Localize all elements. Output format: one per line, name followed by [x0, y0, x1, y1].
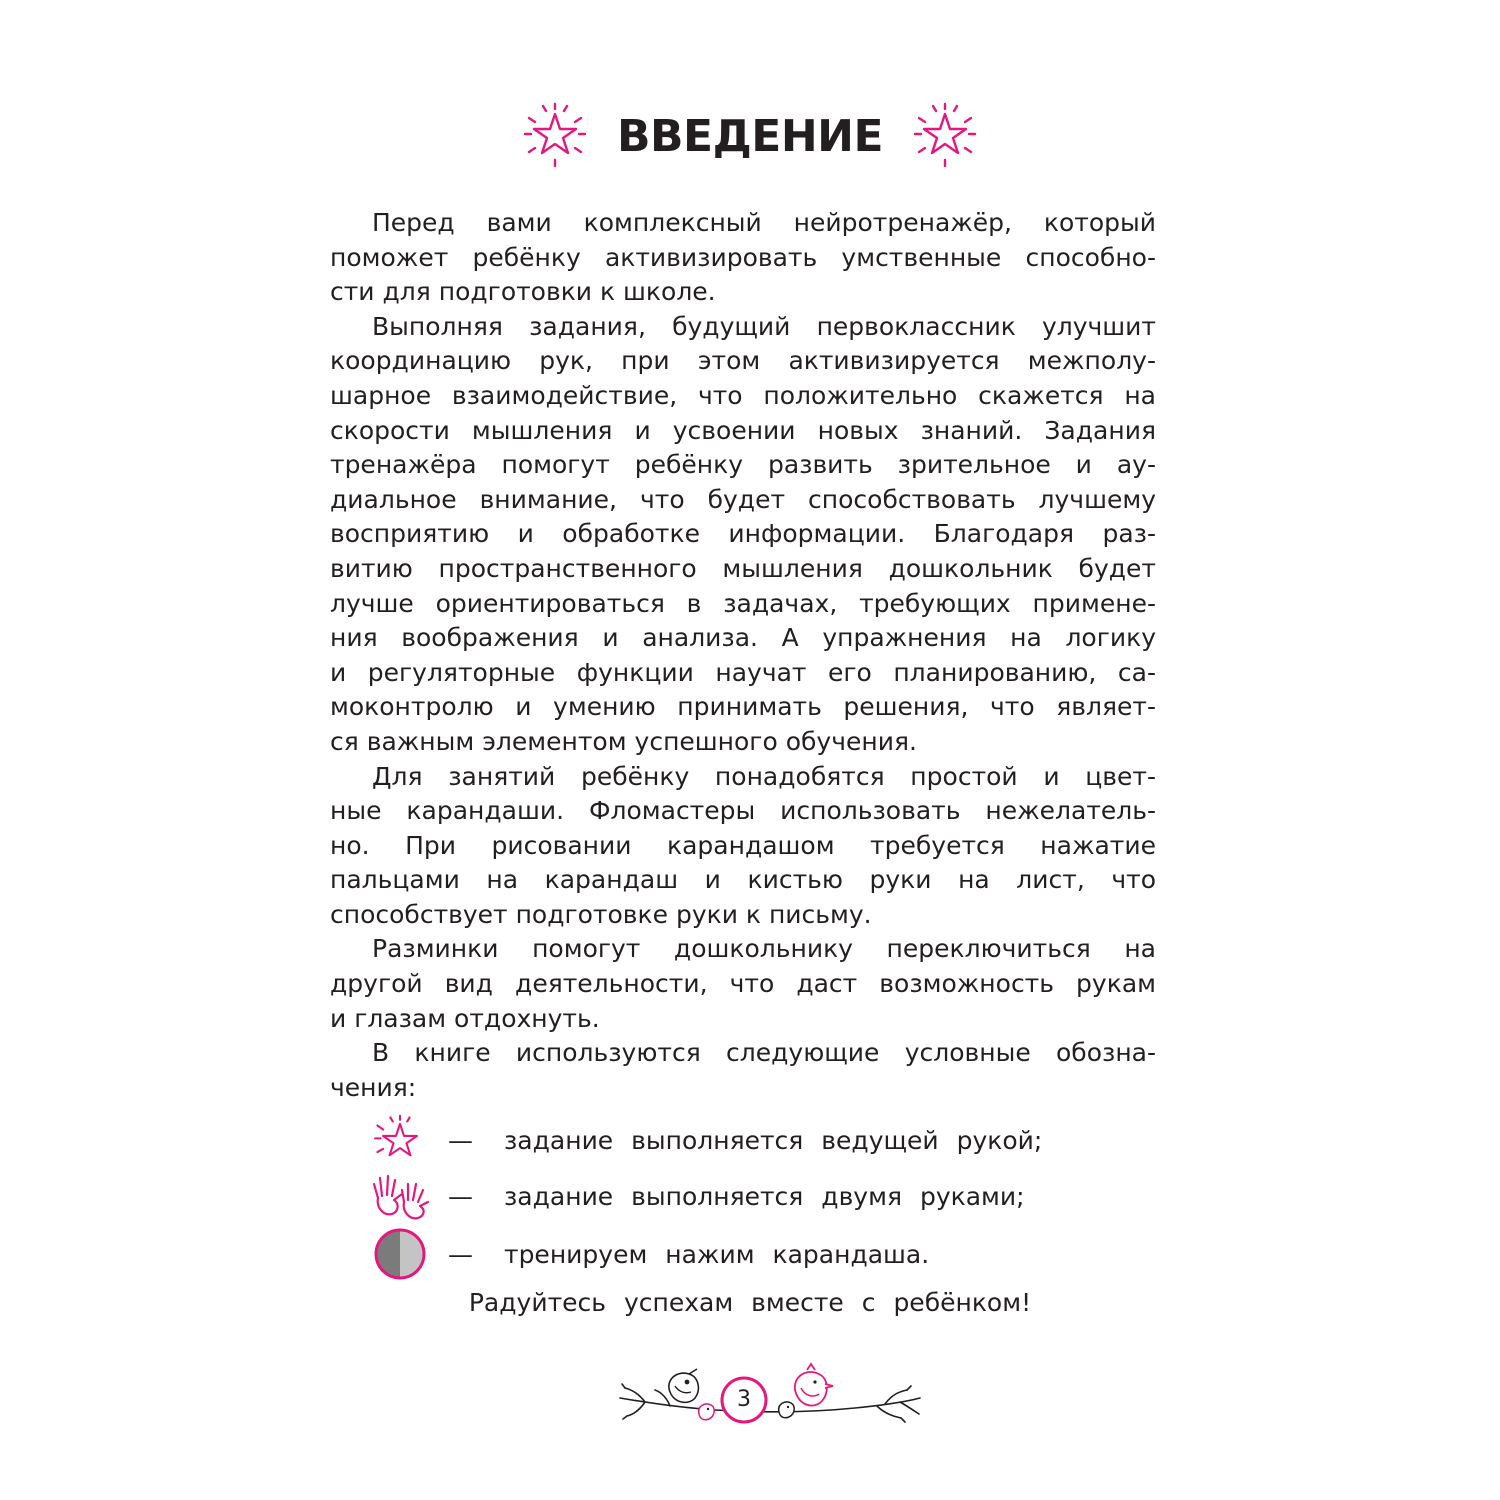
text-line: но. При рисовании карандашом требуется нажатие	[330, 830, 1156, 860]
title-row	[0, 96, 1500, 176]
text-line: сти для подготовки к школе.	[330, 277, 716, 307]
text-line: и глазам отдохнуть.	[330, 1003, 600, 1033]
star-icon	[519, 100, 591, 172]
legend-text: задание выполняется ведущей рукой;	[504, 1125, 1043, 1155]
text-line: поможет ребёнку активизировать умственные способно-	[330, 242, 1156, 272]
text-line: Для занятий ребёнку понадобятся простой и цвет-	[372, 761, 1156, 791]
text-line: скорости мышления и усвоении новых знаний. Задания	[330, 415, 1156, 445]
text-line: витию пространственного мышления дошкольник будет	[330, 553, 1156, 583]
text-line: В книге используются следующие условные обозна-	[372, 1038, 1156, 1068]
intro-text	[330, 206, 1156, 1105]
text-line: Разминки помогут дошкольнику переключиться на	[372, 934, 1156, 964]
star-icon	[370, 1112, 430, 1168]
legend-item-leading-hand	[370, 1110, 1042, 1170]
text-line: способствует подготовке руки к письму.	[330, 899, 872, 929]
text-line: и регуляторные функции научат его планированию, са-	[330, 657, 1156, 687]
text-line: ся важным элементом успешного обучения.	[330, 726, 917, 756]
legend-dash: —	[448, 1181, 473, 1211]
paragraph-1	[330, 206, 1156, 310]
page-number: 3	[737, 1387, 751, 1412]
star-icon	[909, 100, 981, 172]
text-line: координацию рук, при этом активизируется межполу-	[330, 346, 1156, 376]
page-title: ВВЕДЕНИЕ	[616, 110, 884, 162]
text-line: ния воображения и анализа. А упражнения на логику	[330, 623, 1156, 653]
legend-text: задание выполняется двумя руками;	[504, 1181, 1025, 1211]
legend-item-pressure	[370, 1224, 929, 1284]
paragraph-2	[330, 310, 1156, 760]
text-line: тренажёра помогут ребёнку развить зрительное и ау-	[330, 450, 1156, 480]
text-line: другой вид деятельности, что даст возможность рукам	[330, 969, 1156, 999]
paragraph-4	[330, 932, 1156, 1036]
text-line: чения:	[330, 1072, 417, 1102]
text-line: Перед вами комплексный нейротренажёр, который	[372, 208, 1156, 237]
text-line: моконтролю и умению принимать решения, что являет-	[330, 692, 1156, 722]
paragraph-5	[330, 1036, 1156, 1105]
legend-dash: —	[448, 1125, 473, 1155]
hands-icon	[370, 1168, 430, 1224]
paragraph-3	[330, 760, 1156, 933]
text-line: пальцами на карандаш и кистью руки на лист, что	[330, 865, 1156, 895]
closing-text: Радуйтесь успехам вместе с ребёнком!	[468, 1288, 1032, 1317]
text-line: лучше ориентироваться в задачах, требующих примене-	[330, 588, 1156, 618]
pressure-circle-icon	[370, 1226, 430, 1282]
text-line: восприятию и обработке информации. Благодаря раз-	[330, 519, 1156, 549]
text-line: Выполняя задания, будущий первоклассник улучшит	[372, 311, 1156, 341]
text-line: диальное внимание, что будет способствовать лучшему	[330, 484, 1156, 514]
branch-birds-icon	[615, 1358, 925, 1448]
legend-dash: —	[448, 1239, 473, 1269]
text-line: ные карандаши. Фломастеры использовать нежелатель-	[330, 796, 1156, 826]
legend-item-two-hands	[370, 1166, 1025, 1226]
text-line: шарное взаимодействие, что положительно скажется на	[330, 380, 1156, 410]
legend-text: тренируем нажим карандаша.	[504, 1239, 930, 1269]
